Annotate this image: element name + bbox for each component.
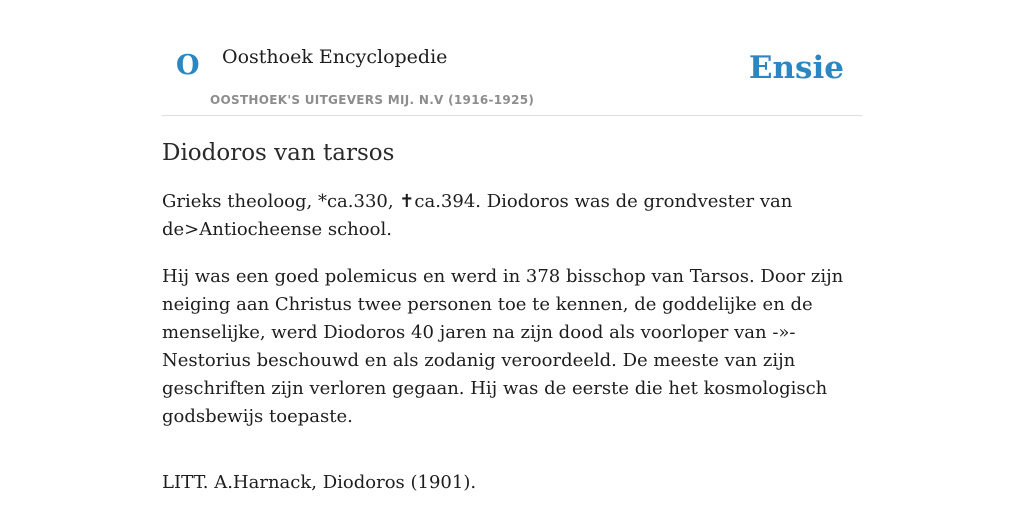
- article-title: Diodoros van tarsos: [162, 140, 395, 166]
- publisher-line: OOSTHOEK'S UITGEVERS MIJ. N.V (1916-1925): [210, 93, 535, 107]
- literature-reference: LITT. A.Harnack, Diodoros (1901).: [162, 472, 477, 493]
- article-paragraph: Hij was een goed polemicus en werd in 378 bisschop van Tarsos. Door zijn neiging aan Christus twee personen toe te kennen, de goddelijke en de menselijke, werd Diodoros 40 jaren na zijn dood als voorloper van -»-Nestorius beschouwd en als zodanig veroordeeld. De meeste van zijn geschriften zijn verloren gegaan. Hij was de eerste die het kosmologisch godsbewijs toepaste.: [162, 266, 844, 427]
- article-paragraph: Grieks theoloog, *ca.330, ✝ca.394. Diodoros was de grondvester van de>Antiocheense school.: [162, 191, 793, 240]
- header: [162, 38, 862, 116]
- brand-logo[interactable]: Ensie: [748, 50, 844, 86]
- publication-title[interactable]: Oosthoek Encyclopedie: [222, 46, 448, 68]
- article: [162, 140, 862, 497]
- publication-logo[interactable]: O: [176, 50, 200, 81]
